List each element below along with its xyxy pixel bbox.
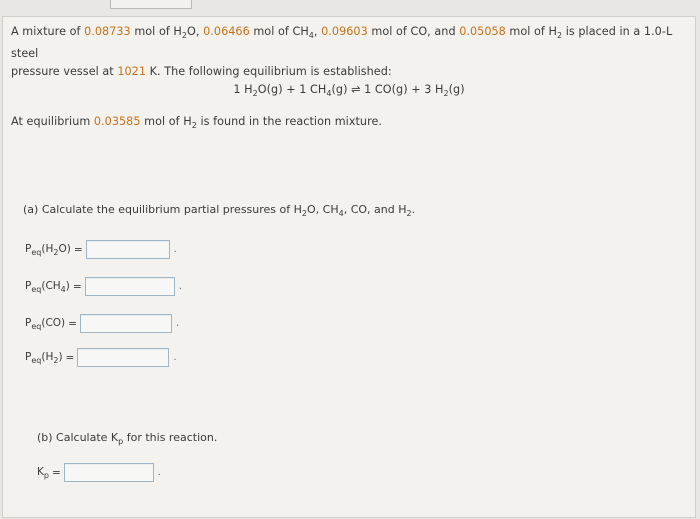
species-sub: 2	[53, 247, 59, 257]
equilibrium-statement	[11, 113, 687, 135]
peq-h2o-label	[25, 243, 71, 257]
h2o-text: mol of H	[130, 25, 182, 38]
eq-prefix: At equilibrium	[11, 115, 94, 128]
p-symbol: P	[25, 316, 32, 329]
kp-symbol: K	[37, 465, 44, 478]
period: .	[178, 281, 182, 292]
peq-h2o-input[interactable]	[86, 240, 170, 259]
co-moles: 0.09603	[321, 25, 368, 38]
p-symbol: P	[25, 242, 32, 255]
part-a-end: .	[411, 203, 416, 216]
ch4-sub: 4	[308, 31, 314, 40]
species-open: (CO)	[41, 316, 66, 329]
species-open: (H	[41, 350, 54, 363]
h2o-tail: O,	[187, 25, 204, 38]
product-1: 1 CO(g) + 3 H	[360, 83, 444, 96]
period: .	[157, 467, 161, 478]
equilibrium-text: K. The following equilibrium is established:	[146, 65, 392, 78]
eq-tail: is found in the reaction mixture.	[196, 115, 383, 128]
h2o-sub: 2	[181, 31, 188, 40]
h2-text: mol of H	[505, 25, 557, 38]
species-close: )	[58, 350, 63, 363]
p-sub: eq	[31, 321, 42, 331]
peq-ch4-label	[25, 280, 70, 294]
equals-sign: =	[73, 243, 83, 256]
p-symbol: P	[25, 279, 32, 292]
part-a-sub-3: 2	[406, 209, 412, 218]
peq-h2o-row	[25, 240, 177, 259]
kp-label	[37, 466, 49, 480]
equilibrium-arrow-icon: ⇌	[351, 83, 361, 96]
ch4-tail: ,	[313, 25, 322, 38]
reaction-equation	[11, 81, 687, 103]
ch4-moles: 0.06466	[203, 25, 250, 38]
species-open: (CH	[41, 279, 61, 292]
peq-h2-row	[25, 348, 177, 367]
peq-h2-label	[25, 351, 63, 365]
period: .	[175, 318, 180, 329]
h2-sub: 2	[557, 31, 563, 40]
h2-tail: is placed in a 1.0-L steel	[11, 25, 673, 60]
part-a-sub-1: 2	[301, 209, 307, 218]
part-b-prefix: (b) Calculate K	[37, 431, 119, 444]
eq-sub: 2	[191, 121, 197, 130]
eq-h2-moles: 0.03585	[93, 115, 141, 128]
reactant-1-tail: O(g) + 1 CH	[257, 83, 327, 96]
peq-h2-input[interactable]	[77, 348, 169, 367]
question-panel	[2, 16, 696, 518]
equals-sign: =	[65, 351, 75, 364]
problem-statement	[11, 23, 687, 135]
kp-input[interactable]	[64, 463, 154, 482]
problem-line-2	[11, 63, 687, 81]
product-2-sub: 2	[443, 89, 449, 98]
problem-line-1	[11, 23, 687, 63]
species-close: O)	[58, 242, 71, 255]
peq-ch4-input[interactable]	[85, 277, 175, 296]
kp-sub: p	[43, 470, 49, 480]
peq-ch4-row	[25, 277, 182, 296]
intro-text: A mixture of	[11, 25, 85, 38]
species-close: )	[65, 279, 70, 292]
kp-row	[37, 463, 161, 482]
part-a-mid-1: O, CH	[307, 203, 339, 216]
equals-sign: =	[68, 317, 77, 330]
part-a-prefix: (a) Calculate the equilibrium partial pressures of H	[23, 203, 302, 216]
reactant-2-tail: (g)	[331, 83, 352, 96]
period: .	[173, 352, 177, 363]
reactant-1: 1 H	[233, 83, 253, 96]
p-symbol: P	[25, 350, 32, 363]
equals-sign: =	[51, 466, 61, 479]
peq-co-label	[25, 317, 65, 331]
part-b-question	[37, 431, 217, 446]
p-sub: eq	[31, 355, 42, 365]
part-a-mid-2: , CO, and H	[343, 203, 407, 216]
vessel-text: pressure vessel at	[11, 65, 118, 78]
reactant-1-sub: 2	[252, 89, 258, 98]
temperature: 1021	[117, 65, 147, 78]
species-sub: 4	[60, 284, 66, 294]
p-sub: eq	[31, 247, 42, 257]
period: .	[173, 244, 177, 255]
p-sub: eq	[31, 284, 42, 294]
h2o-moles: 0.08733	[84, 25, 131, 38]
equals-sign: =	[72, 280, 82, 293]
reactant-2-sub: 4	[326, 89, 332, 98]
peq-co-row	[25, 314, 179, 333]
product-2-tail: (g)	[448, 83, 465, 96]
co-text: mol of CO, and	[367, 25, 460, 38]
ch4-text: mol of CH	[249, 25, 309, 38]
peq-co-input[interactable]	[80, 314, 172, 333]
species-open: (H	[41, 242, 54, 255]
part-a-sub-2: 4	[338, 209, 344, 218]
part-a-question	[23, 203, 415, 218]
top-tab[interactable]	[110, 0, 192, 9]
eq-text: mol of H	[140, 115, 192, 128]
species-sub: 2	[53, 355, 59, 365]
part-b-tail: for this reaction.	[123, 431, 218, 444]
h2-moles: 0.05058	[459, 25, 506, 38]
part-b-sub: p	[118, 437, 124, 446]
